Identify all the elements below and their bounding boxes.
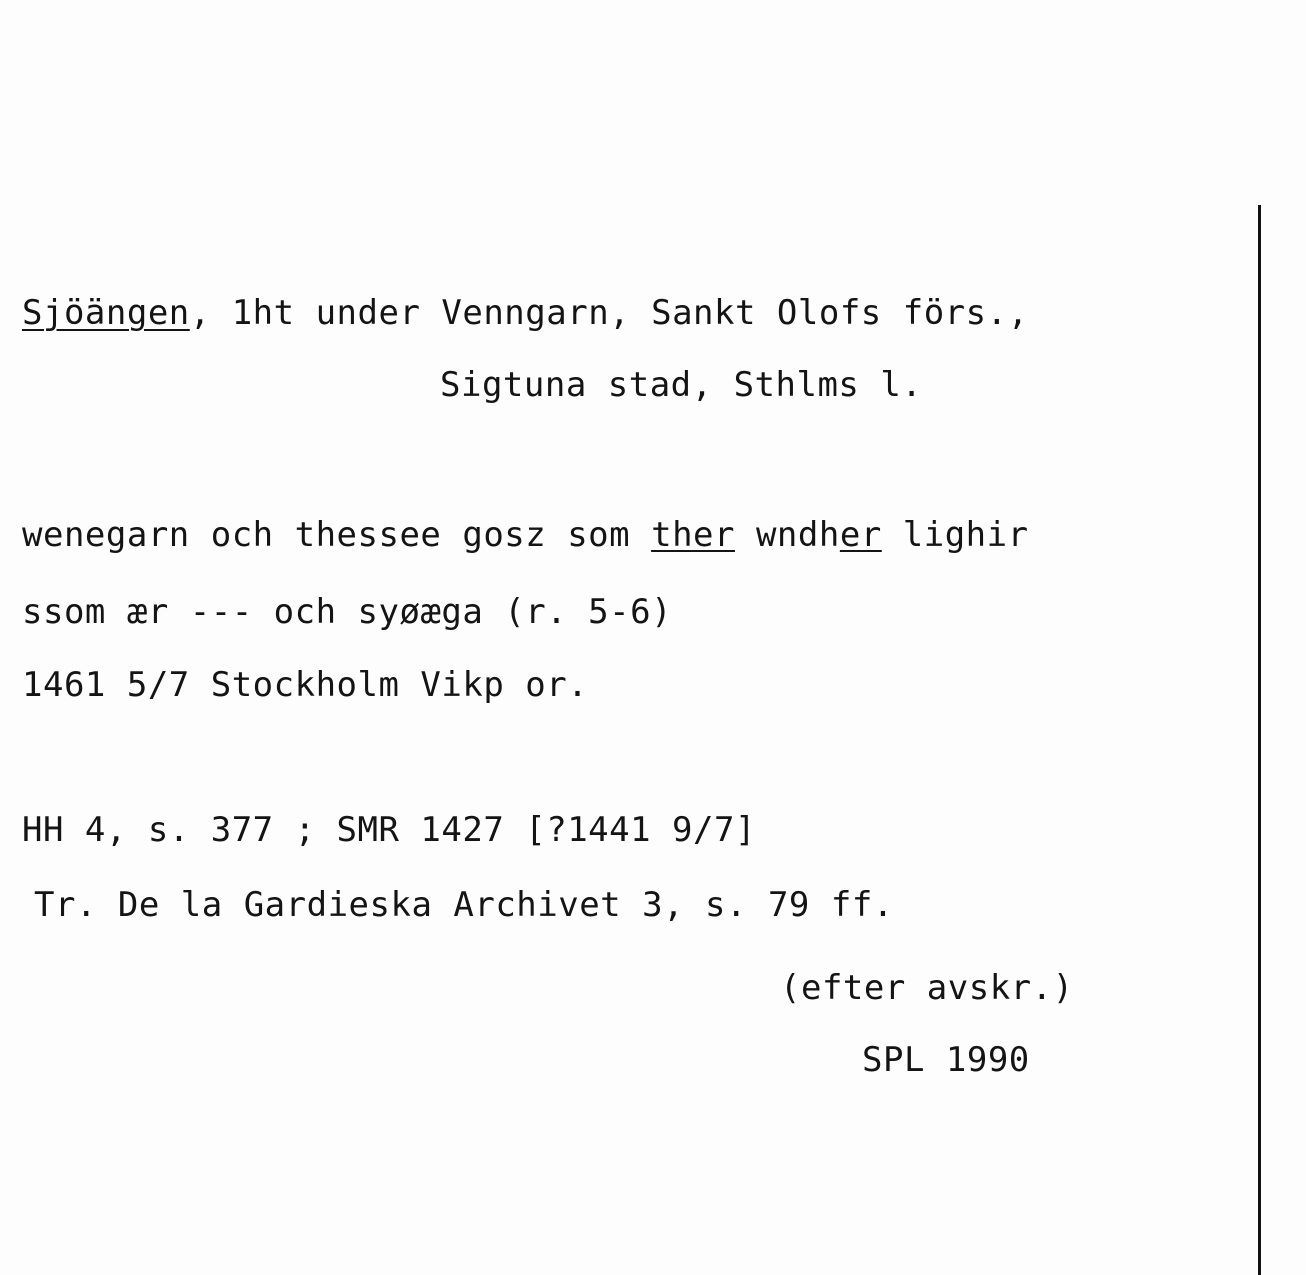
heading-line-2: Sigtuna stad, Sthlms l. bbox=[440, 365, 923, 405]
place-name: Sjöängen bbox=[22, 293, 190, 333]
reference-line-1: HH 4, s. 377 ; SMR 1427 [?1441 9/7] bbox=[22, 810, 756, 850]
heading-line-1-rest: , 1ht under Venngarn, Sankt Olofs förs., bbox=[189, 293, 1029, 333]
quote-line-1-part-c: wndh bbox=[734, 515, 840, 555]
quote-line-1-part-d: er bbox=[839, 515, 882, 555]
card-right-rule bbox=[1258, 205, 1261, 1275]
quote-line-2: ssom ær --- och syøæga (r. 5-6) bbox=[22, 592, 673, 632]
quote-line-1-part-e: lighir bbox=[881, 515, 1029, 555]
quote-line-1 bbox=[22, 515, 1029, 555]
heading-line-1 bbox=[22, 293, 1029, 333]
footer-note: (efter avskr.) bbox=[780, 968, 1074, 1008]
quote-line-1-part-b: ther bbox=[651, 515, 735, 555]
quote-line-1-part-a: wenegarn och thessee gosz som bbox=[22, 515, 652, 555]
quote-line-3: 1461 5/7 Stockholm Vikp or. bbox=[22, 665, 589, 705]
reference-line-2: Tr. De la Gardieska Archivet 3, s. 79 ff. bbox=[34, 885, 894, 925]
footer-signature: SPL 1990 bbox=[862, 1040, 1030, 1080]
